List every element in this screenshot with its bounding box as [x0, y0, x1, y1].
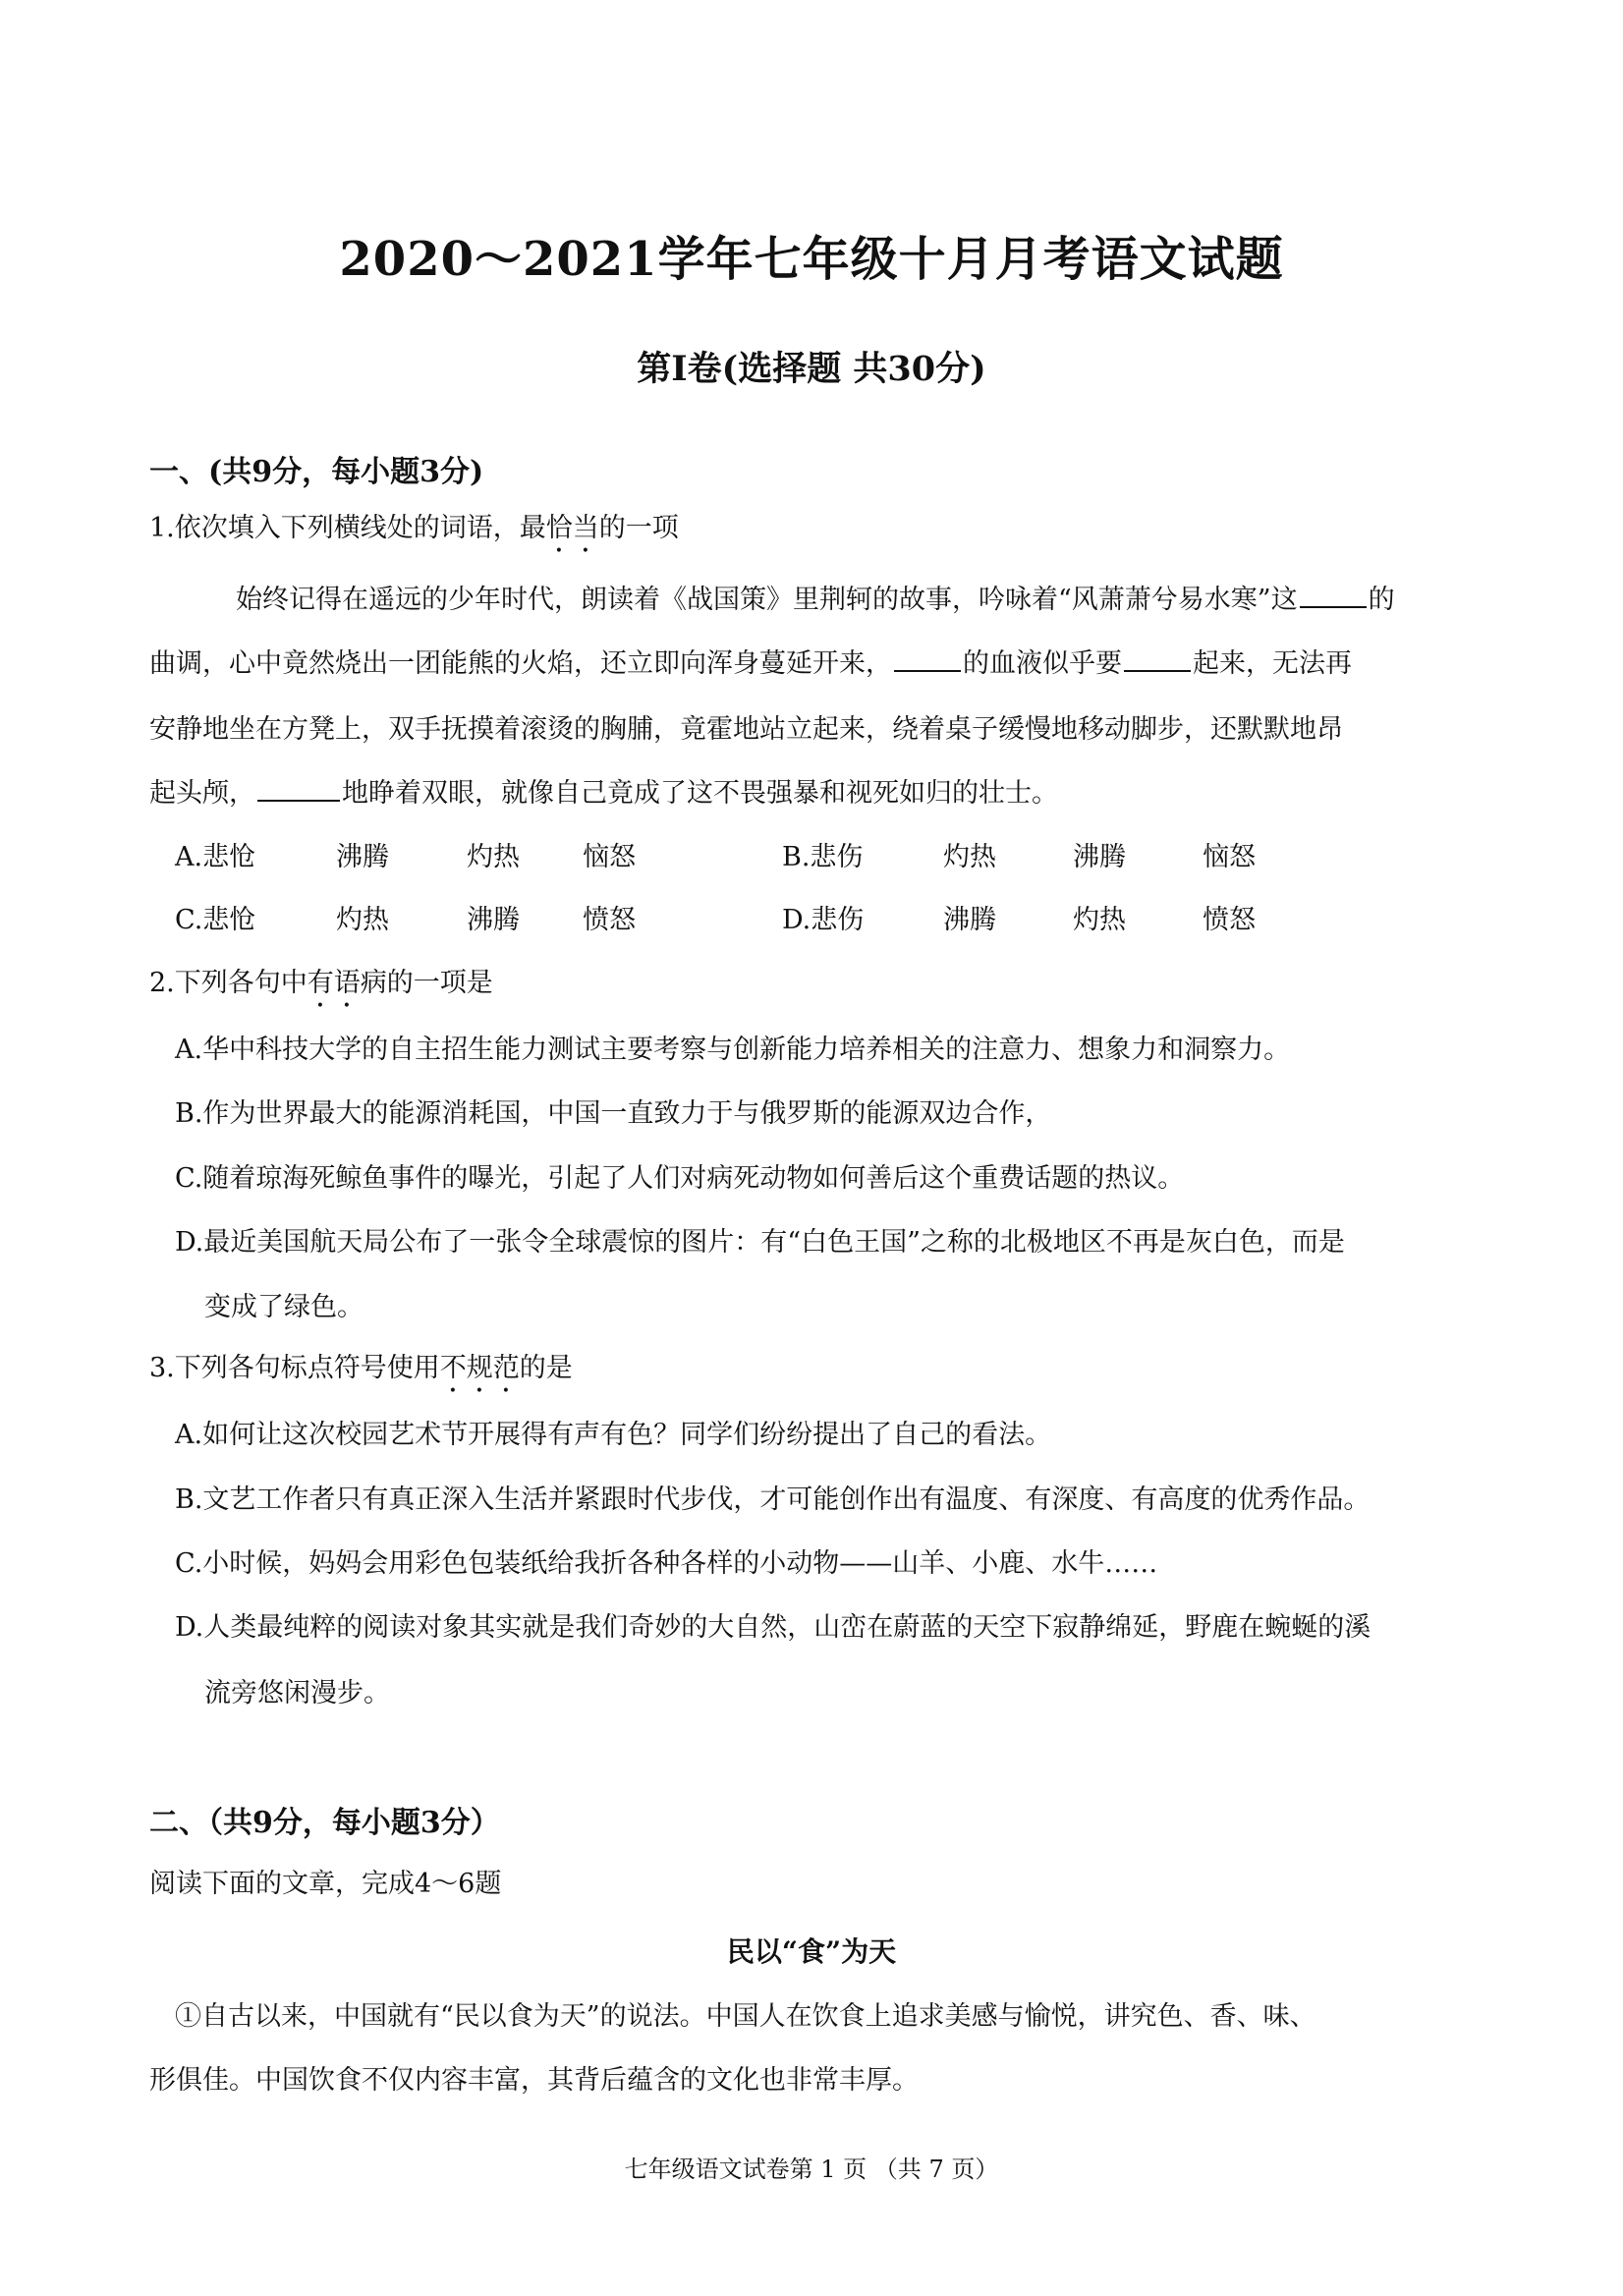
q1-passage-text: 地睁着双眼，就像自己竟成了这不畏强暴和视死如归的壮士。: [342, 778, 1058, 809]
q1-passage-line4: [149, 771, 1485, 810]
q1-passage-text: 的血液似乎要: [963, 648, 1122, 679]
q2-option-c: C.随着琼海死鲸鱼事件的曝光，引起了人们对病死动物如何善后这个重费话题的热议。: [175, 1163, 1185, 1194]
q2-option-d-cont: 变成了绿色。: [204, 1292, 364, 1322]
q1-option-b-word: 沸腾: [1073, 842, 1126, 872]
blank-1: [1300, 585, 1367, 608]
q3-stem-pre: 3.下列各句标点符号使用: [149, 1353, 440, 1383]
section2-intro: 阅读下面的文章，完成4～6题: [149, 1869, 502, 1899]
exam-title: 2020～2021学年七年级十月月考语文试题: [339, 232, 1284, 287]
q2-stem-post: 病的一项是: [360, 968, 493, 998]
q3-option-c: C.小时候，妈妈会用彩色包装纸给我折各种各样的小动物——山羊、小鹿、水牛……: [175, 1548, 1158, 1579]
q1-option-a-word: 灼热: [467, 842, 520, 872]
q1-passage-line2: [149, 642, 1485, 680]
q1-option-d-word: 灼热: [1073, 905, 1126, 935]
q1-option-c-word: 愤怒: [583, 905, 636, 935]
article-paragraph1-line1: ①自古以来，中国就有“民以食为天”的说法。中国人在饮食上追求美感与愉悦，讲究色、香、味、: [175, 2001, 1316, 2032]
q2-option-a: A.华中科技大学的自主招生能力测试主要考察与创新能力培养相关的注意力、想象力和洞察力。: [175, 1035, 1291, 1065]
q1-passage-text: 曲调，心中竟然烧出一团能熊的火焰，还立即向浑身蔓延开来，: [149, 648, 892, 679]
q1-passage-line3: 安静地坐在方凳上，双手抚摸着滚烫的胸脯，竟霍地站立起来，绕着桌子缓慢地移动脚步，还默默地昂: [149, 714, 1343, 745]
q2-option-d: D.最近美国航天局公布了一张令全球震惊的图片：有“白色王国”之称的北极地区不再是灰白色，而是: [175, 1227, 1345, 1258]
q1-option-c: C.悲怆: [175, 905, 256, 935]
q1-passage-text: 的: [1368, 585, 1395, 615]
q1-passage-text: 起头颅，: [149, 778, 255, 809]
q1-option-c-word: 沸腾: [467, 905, 520, 935]
section1-heading: 一、(共9分，每小题3分): [149, 455, 484, 489]
q1-option-b-word: 恼怒: [1203, 842, 1256, 872]
blank-4: [257, 778, 340, 802]
page-footer: 七年级语文试卷第 1 页 （共 7 页）: [624, 2156, 999, 2183]
article-title: 民以“食”为天: [726, 1935, 897, 1968]
q3-option-b: B.文艺工作者只有真正深入生活并紧跟时代步伐，才可能创作出有温度、有深度、有高度的优秀作品。: [175, 1484, 1371, 1515]
q1-stem-post: 的一项: [598, 513, 679, 543]
q3-option-d: D.人类最纯粹的阅读对象其实就是我们奇妙的大自然，山峦在蔚蓝的天空下寂静绵延，野鹿在蜿蜒的溪: [175, 1612, 1371, 1643]
article-paragraph1-line2: 形俱佳。中国饮食不仅内容丰富，其背后蕴含的文化也非常丰厚。: [149, 2065, 919, 2096]
q2-option-b: B.作为世界最大的能源消耗国，中国一直致力于与俄罗斯的能源双边合作，: [175, 1098, 1052, 1129]
q3-stem-post: 的是: [519, 1353, 573, 1383]
q3-option-a: A.如何让这次校园艺术节开展得有声有色？同学们纷纷提出了自己的看法。: [175, 1420, 1052, 1450]
q1-option-a: A.悲怆: [175, 842, 256, 872]
q1-passage-text: 始终记得在遥远的少年时代，朗读着《战国策》里荆轲的故事，吟咏着“风萧萧兮易水寒”这: [236, 585, 1298, 615]
q1-option-a-word: 沸腾: [336, 842, 389, 872]
q1-options-row1: [175, 835, 1482, 874]
section2-heading: 二、（共9分，每小题3分）: [149, 1806, 500, 1840]
blank-2: [894, 648, 961, 672]
q2-stem: [149, 961, 493, 1014]
q3-stem: [149, 1346, 573, 1399]
q1-stem: [149, 506, 679, 559]
q1-option-d-word: 沸腾: [943, 905, 996, 935]
q3-option-d-cont: 流旁悠闲漫步。: [204, 1678, 390, 1708]
q1-option-a-word: 恼怒: [583, 842, 636, 872]
q1-stem-pre: 1.依次填入下列横线处的词语，最: [149, 513, 546, 543]
blank-3: [1124, 648, 1191, 672]
q1-option-c-word: 灼热: [336, 905, 389, 935]
q1-option-b-word: 灼热: [943, 842, 996, 872]
q1-options-row2: [175, 898, 1482, 937]
q1-stem-emphasis: 恰当: [545, 513, 599, 543]
q2-stem-emphasis: 有语: [307, 968, 361, 998]
q1-option-d-word: 愤怒: [1203, 905, 1256, 935]
q1-passage-text: 起来，无法再: [1193, 648, 1352, 679]
q1-passage-line1: [236, 578, 1395, 616]
q2-stem-pre: 2.下列各句中: [149, 968, 308, 998]
q3-stem-emphasis: 不规范: [439, 1353, 520, 1383]
exam-subtitle: 第Ⅰ卷(选择题 共30分): [637, 349, 986, 389]
q1-option-d: D.悲伤: [782, 905, 865, 935]
q1-option-b: B.悲伤: [782, 842, 864, 872]
